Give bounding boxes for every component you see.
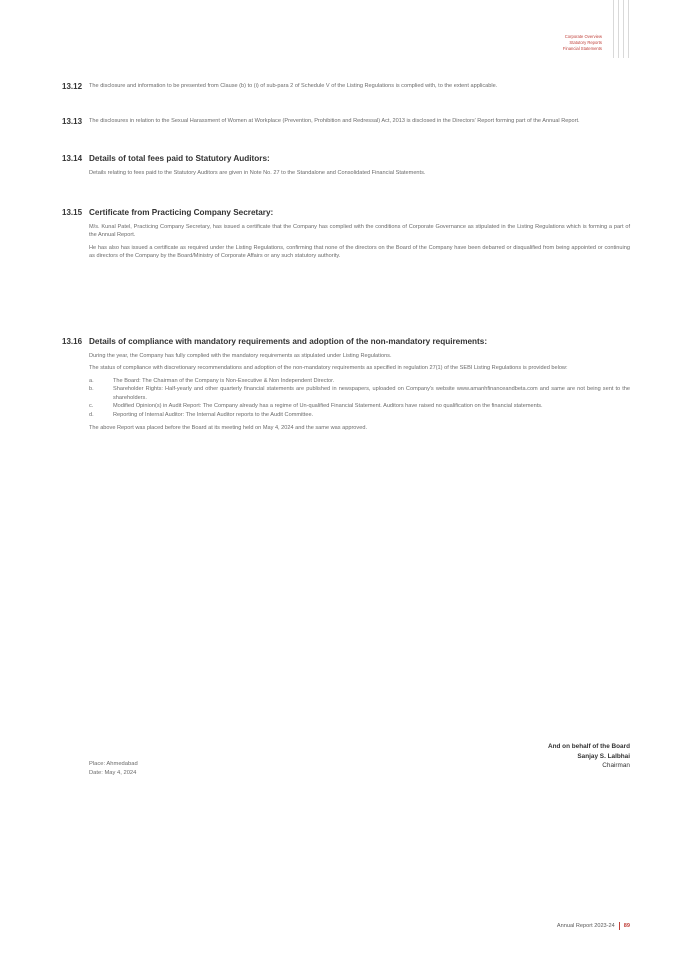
list-text: Modified Opinion(s) in Audit Report: The Company already has a regime of Un-qualified Financial Statement. Auditors have raised no qualification on the financial statements. — [113, 403, 543, 410]
place-date-block — [89, 760, 138, 778]
section-heading: Details of compliance with mandatory requirements and adoption of the non-mandatory requirements: — [89, 337, 488, 346]
paragraph: M/s. Kunal Patel, Practicing Company Secretary, has issued a certificate that the Company has complied with the conditions of Corporate Governance as stipulated in the Listing Regulations which is forming a part of the Annual Report. — [89, 223, 630, 239]
paragraph: During the year, the Company has fully complied with the mandatory requirements as stipulated under Listing Regulations. — [89, 352, 392, 359]
footer-separator — [619, 922, 620, 930]
list-item — [89, 402, 630, 411]
date: Date: May 4, 2024 — [89, 770, 137, 776]
page-number: 89 — [623, 923, 630, 929]
section-number: 13.16 — [62, 337, 83, 346]
on-behalf-of-board: And on behalf of the Board — [547, 743, 630, 750]
place: Place: Ahmedabad — [89, 761, 138, 767]
signature-block — [548, 742, 630, 771]
section-13-16 — [62, 337, 630, 432]
paragraph: Details relating to fees paid to the Statutory Auditors are given in Note No. 27 to the Standalone and Consolidated Financial Statements. — [89, 169, 426, 176]
section-number: 13.12 — [62, 82, 83, 91]
section-number: 13.14 — [62, 154, 83, 163]
paragraph: The disclosures in relation to the Sexual Harassment of Women at Workplace (Prevention, Prohibition and Redressal) Act, 2013 is disclosed in the Directors' Report forming part of the Annual Report. — [89, 118, 580, 124]
page-footer — [557, 922, 630, 930]
signatory-designation: Chairman — [602, 762, 630, 770]
paragraph: The disclosure and information to be presented from Clause (b) to (i) of sub-para 2 of Schedule V of the Listing Regulations is complied with, to the extent applicable. — [89, 83, 498, 89]
footer-label: Annual Report 2023-24 — [556, 923, 615, 929]
signatory-name: Sanjay S. Lalbhai — [577, 752, 630, 760]
section-navigation — [563, 34, 602, 53]
list-item — [89, 377, 630, 386]
nav-corporate-overview[interactable]: Corporate Overview — [564, 34, 602, 39]
nav-financial-statements[interactable]: Financial Statements — [562, 46, 602, 52]
section-13-15 — [62, 208, 630, 261]
section-heading: Details of total fees paid to Statutory Auditors: — [89, 154, 270, 163]
list-marker: a. — [89, 377, 94, 384]
paragraph: The status of compliance with discretionary recommendations and adoption of the non-mandatory requirements as specified in regulation 27(1) of the SEBI Listing Regulations is provided below: — [89, 365, 568, 372]
header-decorative-lines — [613, 0, 633, 58]
section-number: 13.15 — [62, 208, 83, 217]
section-13-14 — [62, 154, 630, 177]
list-text: The Board: The Chairman of the Company is Non-Executive & Non Independent Director. — [113, 377, 335, 384]
nav-statutory-reports[interactable]: Statutory Reports — [569, 40, 602, 46]
section-heading: Certificate from Practicing Company Secretary: — [89, 208, 274, 217]
list-item — [89, 385, 630, 402]
closing-paragraph: The above Report was placed before the Board at its meeting held on May 4, 2024 and the same was approved. — [89, 424, 367, 431]
paragraph: He has also has issued a certificate as required under the Listing Regulations, confirming that none of the directors on the Board of the Company have been debarred or disqualified from being appointed or continuing as directors of the Company by the Board/Ministry of Corporate Affairs or any such statutory authority. — [89, 244, 630, 260]
list-text: Shareholder Rights: Half-yearly and other quarterly financial statements are published in newspapers, uploaded on Company's website www.amanhfinanceandbeta.com and same are not being sent to the shareholders. — [113, 386, 630, 401]
list-item — [89, 411, 630, 420]
list-marker: c. — [89, 403, 94, 410]
list-marker: b. — [89, 386, 94, 393]
section-13-12 — [62, 82, 630, 91]
list-marker: d. — [89, 412, 94, 419]
section-number: 13.13 — [62, 117, 83, 126]
section-13-13 — [62, 117, 630, 126]
compliance-list — [89, 377, 630, 420]
list-text: Reporting of Internal Auditor: The Internal Auditor reports to the Audit Committee. — [113, 412, 314, 419]
